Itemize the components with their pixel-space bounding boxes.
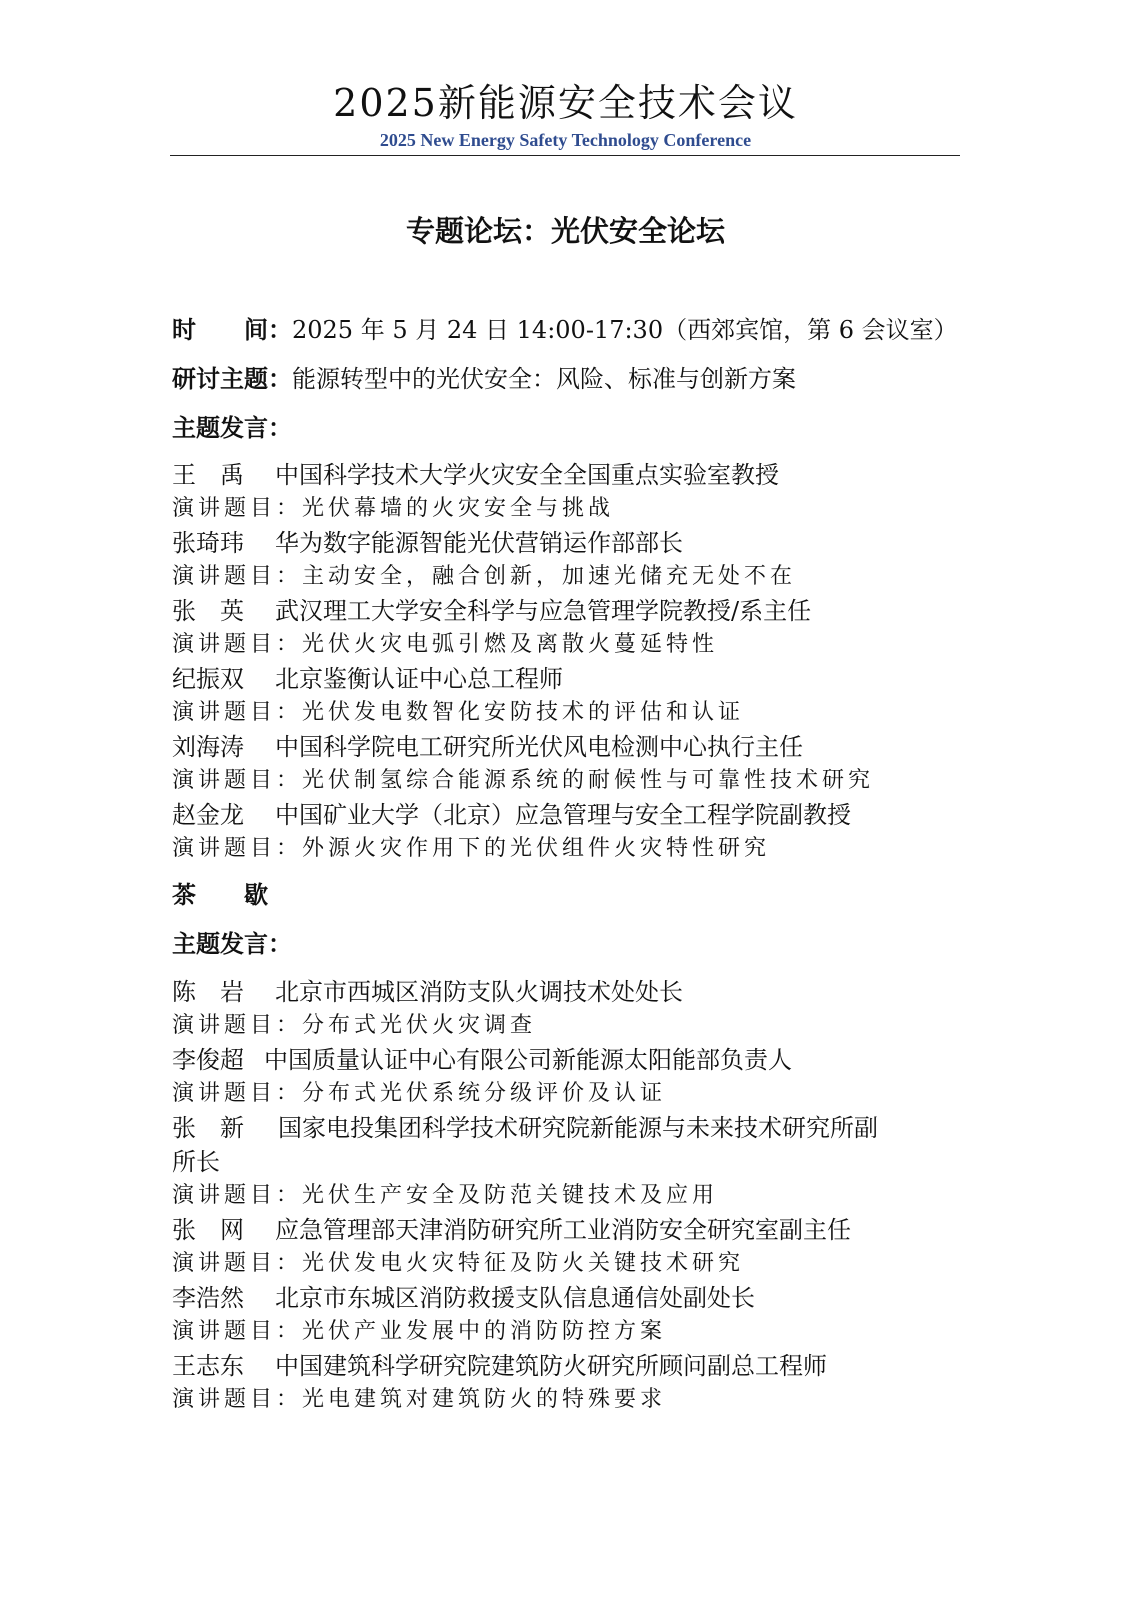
talk-title: 演讲题目：主动安全，融合创新，加速光储充无处不在 xyxy=(172,564,797,589)
speaker-row xyxy=(172,800,851,830)
speaker-row xyxy=(172,1283,755,1313)
topic-value: 能源转型中的光伏安全：风险、标准与创新方案 xyxy=(292,365,796,393)
speaker-row xyxy=(172,977,683,1007)
speaker-row xyxy=(172,1215,851,1245)
speaker-affiliation: 北京鉴衡认证中心总工程师 xyxy=(275,665,563,693)
speaker-affiliation-continued: 所长 xyxy=(172,1148,220,1176)
speaker-row xyxy=(172,596,811,626)
talk-title: 演讲题目：外源火灾作用下的光伏组件火灾特性研究 xyxy=(172,836,771,861)
speaker-row xyxy=(172,664,563,694)
time-row xyxy=(172,315,958,345)
speaker-name: 陈 岩 xyxy=(172,978,244,1006)
speaker-row xyxy=(172,460,779,490)
speaker-row xyxy=(172,1351,827,1381)
topic-row xyxy=(172,364,796,394)
speaker-affiliation: 中国科学技术大学火灾安全全国重点实验室教授 xyxy=(275,461,779,489)
section1-heading: 主题发言： xyxy=(172,413,292,442)
speaker-affiliation: 中国建筑科学研究院建筑防火研究所顾问副总工程师 xyxy=(275,1352,827,1380)
speaker-name: 王志东 xyxy=(172,1352,244,1380)
header-divider xyxy=(170,155,960,156)
speaker-affiliation: 国家电投集团科学技术研究院新能源与未来技术研究所副 xyxy=(278,1114,878,1142)
speaker-affiliation: 中国矿业大学（北京）应急管理与安全工程学院副教授 xyxy=(275,801,851,829)
topic-label: 研讨主题： xyxy=(172,364,292,393)
talk-title: 演讲题目：光伏幕墙的火灾安全与挑战 xyxy=(172,496,615,521)
talk-title: 演讲题目：光伏发电火灾特征及防火关键技术研究 xyxy=(172,1251,745,1276)
section2-heading: 主题发言： xyxy=(172,929,292,958)
speaker-affiliation: 北京市西城区消防支队火调技术处处长 xyxy=(275,978,683,1006)
speaker-name: 李浩然 xyxy=(172,1284,244,1312)
speaker-name: 张 网 xyxy=(172,1216,244,1244)
speaker-affiliation: 武汉理工大学安全科学与应急管理学院教授/系主任 xyxy=(275,597,812,625)
speaker-row xyxy=(172,732,803,762)
speaker-name: 刘海涛 xyxy=(172,733,244,761)
speaker-name: 张 新 xyxy=(172,1114,244,1142)
talk-title: 演讲题目：分布式光伏系统分级评价及认证 xyxy=(172,1081,667,1106)
talk-title: 演讲题目：光伏制氢综合能源系统的耐候性与可靠性技术研究 xyxy=(172,768,875,793)
speaker-name: 张 英 xyxy=(172,597,244,625)
speaker-affiliation: 中国科学院电工研究所光伏风电检测中心执行主任 xyxy=(275,733,803,761)
conference-subtitle: 2025 New Energy Safety Technology Conference xyxy=(379,130,752,150)
forum-title: 专题论坛：光伏安全论坛 xyxy=(405,214,725,248)
time-label: 时 间： xyxy=(172,315,292,344)
speaker-row xyxy=(172,528,683,558)
speaker-row xyxy=(172,1045,792,1075)
time-value: 2025 年 5 月 24 日 14:00-17:30（西郊宾馆，第 6 会议室） xyxy=(292,316,958,344)
speaker-name: 赵金龙 xyxy=(172,801,244,829)
speaker-affiliation: 北京市东城区消防救援支队信息通信处副处长 xyxy=(275,1284,755,1312)
speaker-name: 张琦玮 xyxy=(172,529,244,557)
talk-title: 演讲题目：光伏产业发展中的消防防控方案 xyxy=(172,1319,667,1344)
talk-title: 演讲题目：光伏生产安全及防范关键技术及应用 xyxy=(172,1183,719,1208)
talk-title: 演讲题目：分布式光伏火灾调查 xyxy=(172,1013,537,1038)
talk-title: 演讲题目：光电建筑对建筑防火的特殊要求 xyxy=(172,1387,667,1412)
speaker-affiliation: 应急管理部天津消防研究所工业消防安全研究室副主任 xyxy=(275,1216,851,1244)
speaker-name: 李俊超 xyxy=(172,1046,244,1074)
conference-title: 2025新能源安全技术会议 xyxy=(333,81,798,125)
tea-break-label: 茶 歇 xyxy=(172,880,268,909)
speaker-row xyxy=(172,1113,878,1143)
speaker-affiliation: 中国质量认证中心有限公司新能源太阳能部负责人 xyxy=(264,1046,792,1074)
talk-title: 演讲题目：光伏火灾电弧引燃及离散火蔓延特性 xyxy=(172,632,719,657)
talk-title: 演讲题目：光伏发电数智化安防技术的评估和认证 xyxy=(172,700,745,725)
speaker-name: 纪振双 xyxy=(172,665,244,693)
speaker-name: 王 禹 xyxy=(172,461,244,489)
speaker-affiliation: 华为数字能源智能光伏营销运作部部长 xyxy=(275,529,683,557)
